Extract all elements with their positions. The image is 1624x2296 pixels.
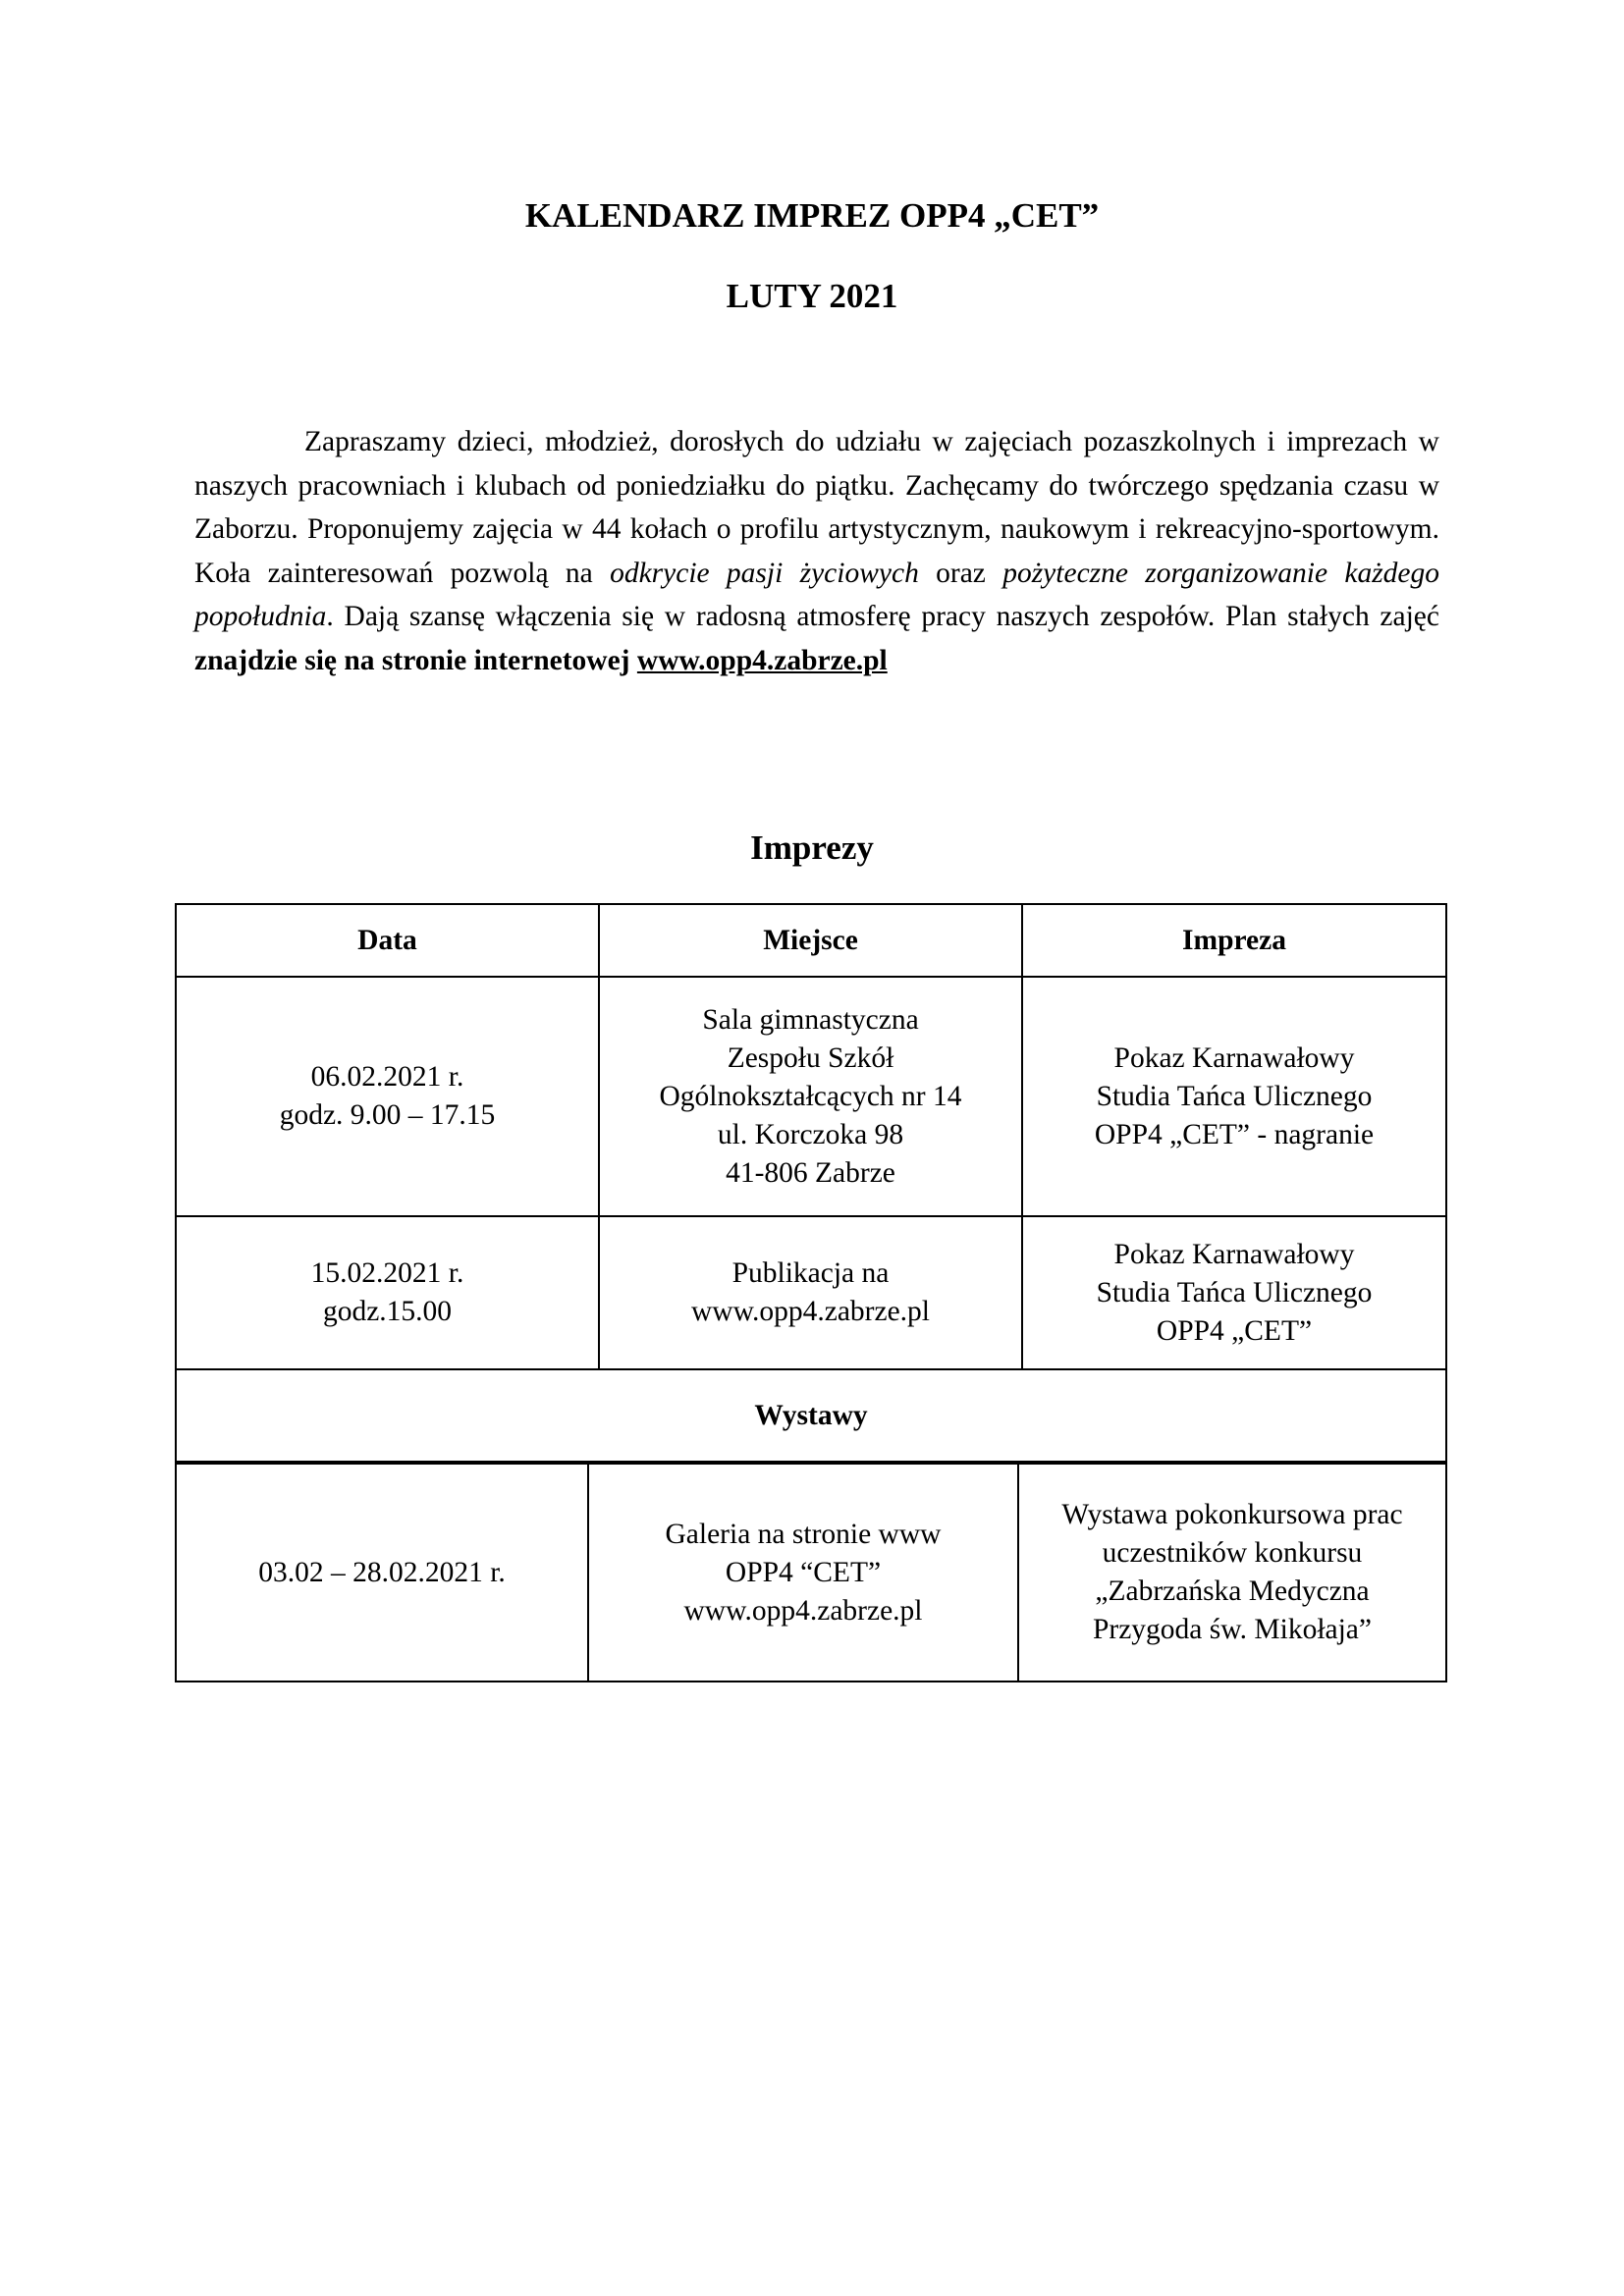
document-title: KALENDARZ IMPREZ OPP4 „CET” [524, 196, 1100, 235]
cell-line: Publikacja na [731, 1257, 890, 1289]
table-row [176, 977, 1446, 1216]
cell-line: godz. 9.00 – 17.15 [279, 1099, 496, 1131]
intro-text-part2: oraz [918, 557, 1003, 589]
cell-line: www.opp4.zabrze.pl [690, 1296, 930, 1327]
section-heading-exhibitions: Wystawy [176, 1369, 1446, 1462]
cell-line: 15.02.2021 r. [310, 1257, 464, 1289]
cell-line: Pokaz Karnawałowy [1113, 1041, 1355, 1074]
events-table [175, 903, 1447, 1463]
cell-place [599, 1216, 1022, 1369]
cell-event [1022, 977, 1446, 1216]
intro-italic-2: pożyteczne zorganizowanie każdego popołudnia [194, 557, 1440, 632]
intro-bold-text: znajdzie się na stronie internetowej [194, 644, 637, 676]
cell-line: 03.02 – 28.02.2021 r. [258, 1556, 506, 1588]
cell-event [1018, 1464, 1446, 1682]
cell-place [599, 977, 1022, 1216]
column-header-event: Impreza [1022, 904, 1446, 977]
cell-place [588, 1464, 1018, 1682]
cell-line: Ogólnokształcących nr 14 [659, 1080, 962, 1112]
cell-line: Studia Tańca Ulicznego [1096, 1276, 1373, 1308]
cell-line: „Zabrzańska Medyczna [1095, 1575, 1370, 1607]
cell-line: Studia Tańca Ulicznego [1096, 1080, 1373, 1112]
cell-line: Galeria na stronie www [665, 1518, 942, 1550]
intro-text-part3: . Dają szansę włączenia się w radosną atmosferę pracy naszych zespołów. Plan stałych zajęć [326, 601, 1439, 632]
cell-line: ul. Korczoka 98 [717, 1118, 904, 1150]
cell-line: Przygoda św. Mikołaja” [1092, 1614, 1372, 1645]
cell-line: Pokaz Karnawałowy [1113, 1238, 1355, 1270]
cell-line: uczestników konkursu [1102, 1537, 1363, 1569]
document-subtitle-month: LUTY 2021 [726, 277, 898, 315]
table-row [176, 1464, 1446, 1682]
column-header-date: Data [176, 904, 599, 977]
intro-paragraph [194, 420, 1439, 682]
cell-line: Zespołu Szkół [727, 1041, 894, 1074]
cell-line: godz.15.00 [322, 1296, 453, 1327]
cell-line: OPP4 „CET” - nagranie [1094, 1118, 1375, 1150]
cell-event [1022, 1216, 1446, 1369]
cell-line: OPP4 “CET” [725, 1556, 882, 1588]
cell-line: www.opp4.zabrze.pl [683, 1594, 923, 1627]
website-link[interactable]: www.opp4.zabrze.pl [636, 644, 888, 676]
table-header-row [176, 904, 1446, 977]
cell-date [176, 1464, 588, 1682]
exhibitions-table [175, 1463, 1447, 1682]
cell-line: 41-806 Zabrze [726, 1156, 895, 1189]
table-section-row [176, 1369, 1446, 1462]
table-row [176, 1216, 1446, 1369]
cell-line: OPP4 „CET” [1156, 1314, 1313, 1347]
section-heading-events: Imprezy [750, 828, 874, 867]
cell-date [176, 977, 599, 1216]
cell-line: 06.02.2021 r. [310, 1061, 464, 1093]
cell-date [176, 1216, 599, 1369]
column-header-place: Miejsce [599, 904, 1022, 977]
cell-line: Wystawa pokonkursowa prac [1061, 1499, 1403, 1530]
intro-italic-1: odkrycie pasji życiowych [610, 557, 919, 589]
cell-line: Sala gimnastyczna [702, 1003, 919, 1036]
intro-text-part1: Zapraszamy dzieci, młodzież, dorosłych do udziału w zajęciach pozaszkolnych i imprezach w naszych pracowniach i klubach od poniedziałku do piątku. Zachęcamy do twórczego spędzania czasu w Zaborzu. Proponujemy zajęcia w 44 kołach o profilu artystycznym, naukowym i rekreacyjno-sportowym. Koła zainteresowań pozwolą na [194, 426, 1439, 589]
